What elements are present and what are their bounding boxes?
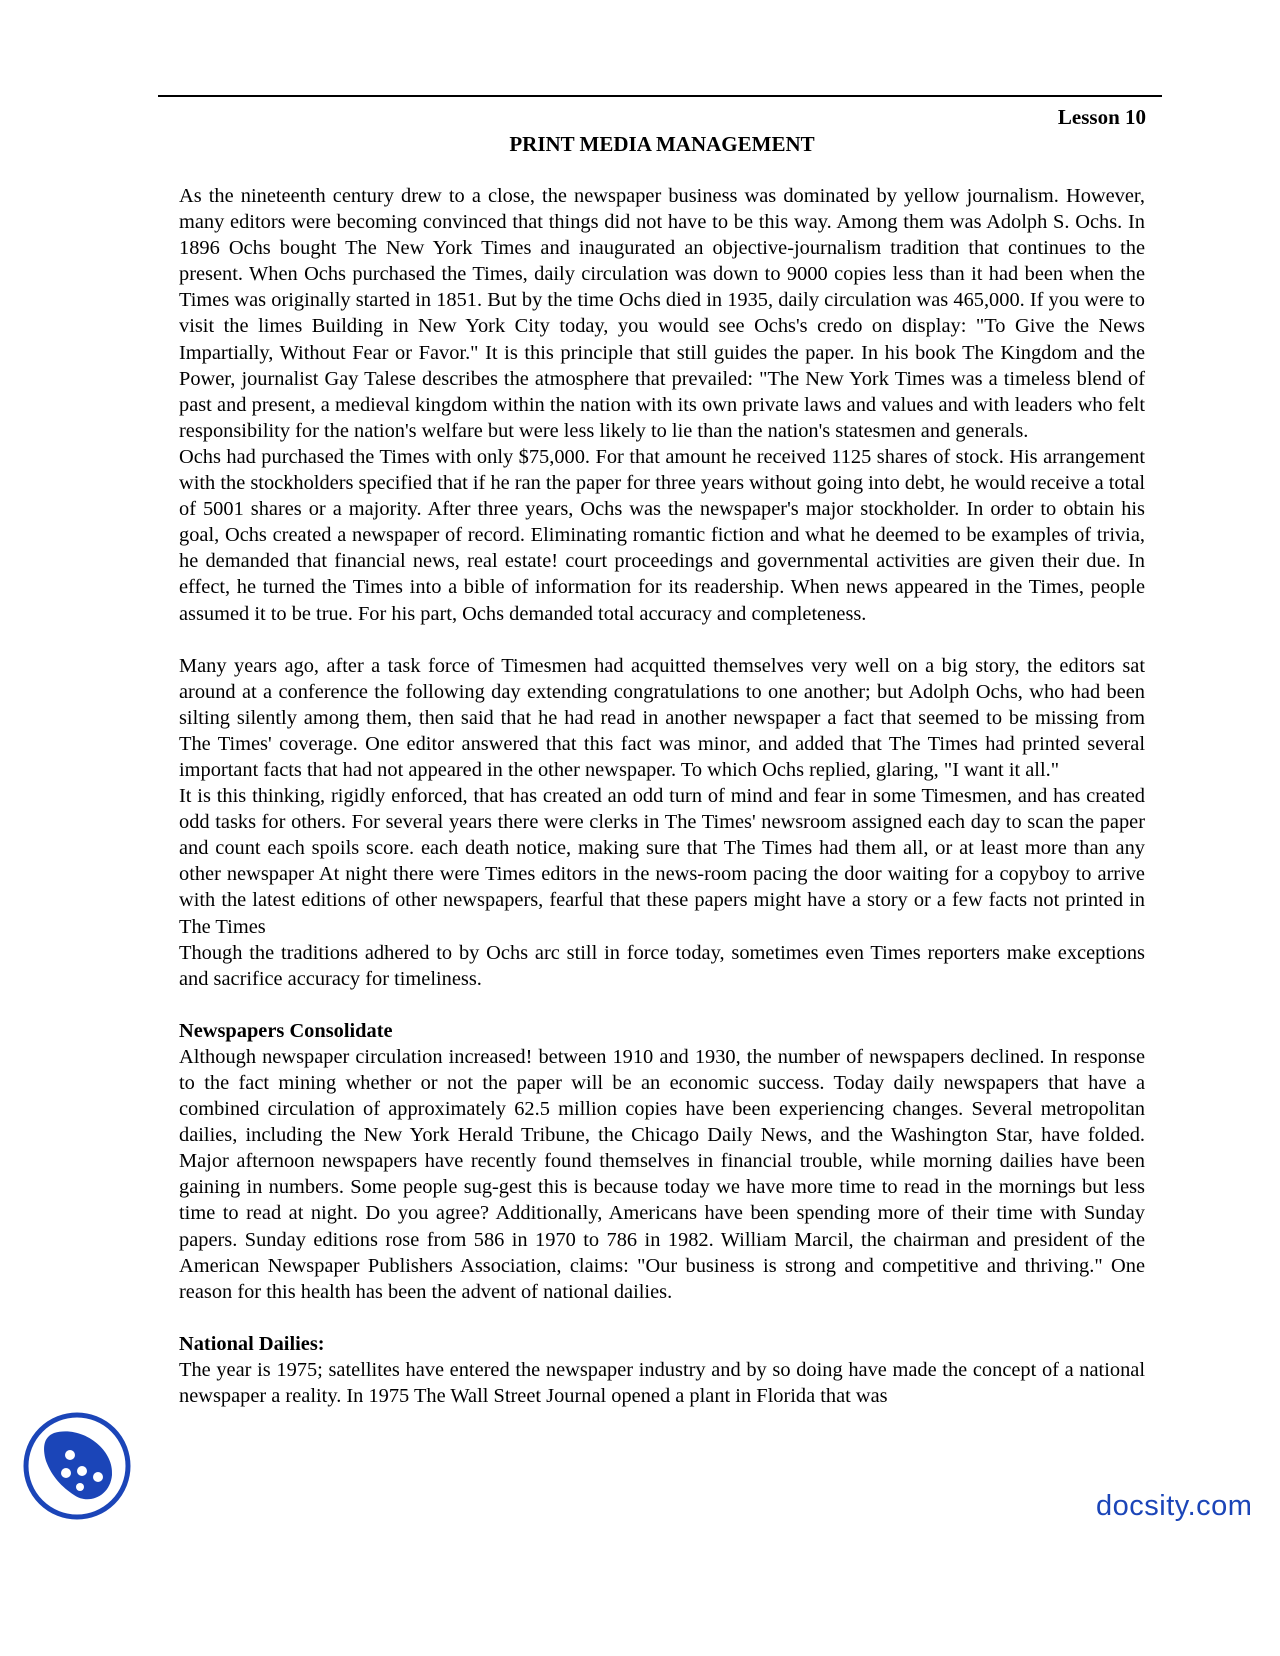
document-body [179,183,1145,1409]
paragraph-traditions: Though the traditions adhered to by Ochs arc still in force today, sometimes even Times reporters make exceptions and sacrifice accuracy for timeliness. [179,941,1145,990]
heading-national-dailies: National Dailies: [179,1332,325,1355]
heading-newspapers-consolidate: Newspapers Consolidate [179,1019,393,1042]
paragraph-satellites: The year is 1975; satellites have entered the newspaper industry and by so doing have made the concept of a national newspaper a reality. In 1975 The Wall Street Journal opened a plant in Florida that was [179,1358,1145,1408]
page-title: PRINT MEDIA MANAGEMENT [509,132,815,156]
docsity-watermark: docsity.com [1096,1490,1253,1522]
paragraph-circulation: Although newspaper circulation increased! between 1910 and 1930, the number of newspapers declined. In response to the fact mining whether or not the paper will be an economic success. Today daily newspapers that have a combined circulation of approximately 62.5 million copies have been experiencing changes. Several metropolitan dailies, including the New York Herald Tribune, the Chicago Daily News, and the Washington Star, have folded. Major afternoon newspapers have recently found themselves in financial trouble, while morning dailies have been gaining in numbers. Some people sug-gest this is because today we have more time to read in the mornings but less time to read at night. Do you agree? Additionally, Americans have been spending more of their time with Sunday papers. Sunday editions rose from 586 in 1970 to 786 in 1982. William Marcil, the chairman and president of the American Newspaper Publishers Association, claims: "Our business is strong and competitive and thriving." One reason for this health has been the advent of national dailies. [179,1045,1145,1303]
header-rule [158,95,1162,97]
paragraph-task-force: Many years ago, after a task force of Timesmen had acquitted themselves very well on a big story, the editors sat around at a conference the following day extending congratulations to one another; but Adolph Ochs, who had been silting silently among them, then said that he had read in another newspaper a fact that seemed to be missing from The Times' coverage. One editor answered that this fact was minor, and added that The Times had printed several important facts that had not appeared in the other newspaper. To which Ochs replied, glaring, "I want it all." [179,654,1145,781]
paragraph-rigid-thinking: It is this thinking, rigidly enforced, that has created an odd turn of mind and fear in some Timesmen, and has created odd tasks for others. For several years there were clerks in The Times' newsroom assigned each day to scan the paper and count each spoils score. each death notice, making sure that The Times had them all, or at least more than any other newspaper At night there were Times editors in the news-room pacing the door waiting for a copyboy to arrive with the latest editions of other newspapers, fearful that these papers might have a story or a few facts not printed in The Times [179,785,1145,938]
paragraph-ochs-times: As the nineteenth century drew to a close, the newspaper business was dominated by yellow journalism. However, many editors were becoming convinced that things did not have to be this way. Among them was Adolph S. Ochs. In 1896 Ochs bought The New York Times and inaugurated an objective-journalism tradition that continues to the present. When Ochs purchased the Times, daily circulation was down to 9000 copies less than it had been when the Times was originally started in 1851. But by the time Ochs died in 1935, daily circulation was 465,000. If you were to visit the limes Building in New York City today, you would see Ochs's credo on display: "To Give the News Impartially, Without Fear or Favor." It is this principle that still guides the paper. In his book The Kingdom and the Power, journalist Gay Talese describes the atmosphere that prevailed: "The New York Times was a timeless blend of past and present, a medieval kingdom within the nation with its own private laws and values and with leaders who felt responsibility for the nation's welfare but were less likely to lie than the nation's statesmen and generals. [179,185,1145,442]
docsity-logo-icon [22,1411,132,1521]
lesson-label: Lesson 10 [1057,105,1146,129]
paragraph-ochs-purchase: Ochs had purchased the Times with only $75,000. For that amount he received 1125 shares of stock. His arrangement with the stockholders specified that if he ran the paper for three years without going into debt, he would receive a total of 5001 shares or a majority. After three years, Ochs was the newspaper's major stockholder. In order to obtain his goal, Ochs created a newspaper of record. Eliminating romantic fiction and what he deemed to be examples of trivia, he demanded that financial news, real estate! court proceedings and governmental activities are given their due. In effect, he turned the Times into a bible of information for its readership. When news appeared in the Times, people assumed it to be true. For his part, Ochs demanded total accuracy and completeness. [179,445,1145,625]
